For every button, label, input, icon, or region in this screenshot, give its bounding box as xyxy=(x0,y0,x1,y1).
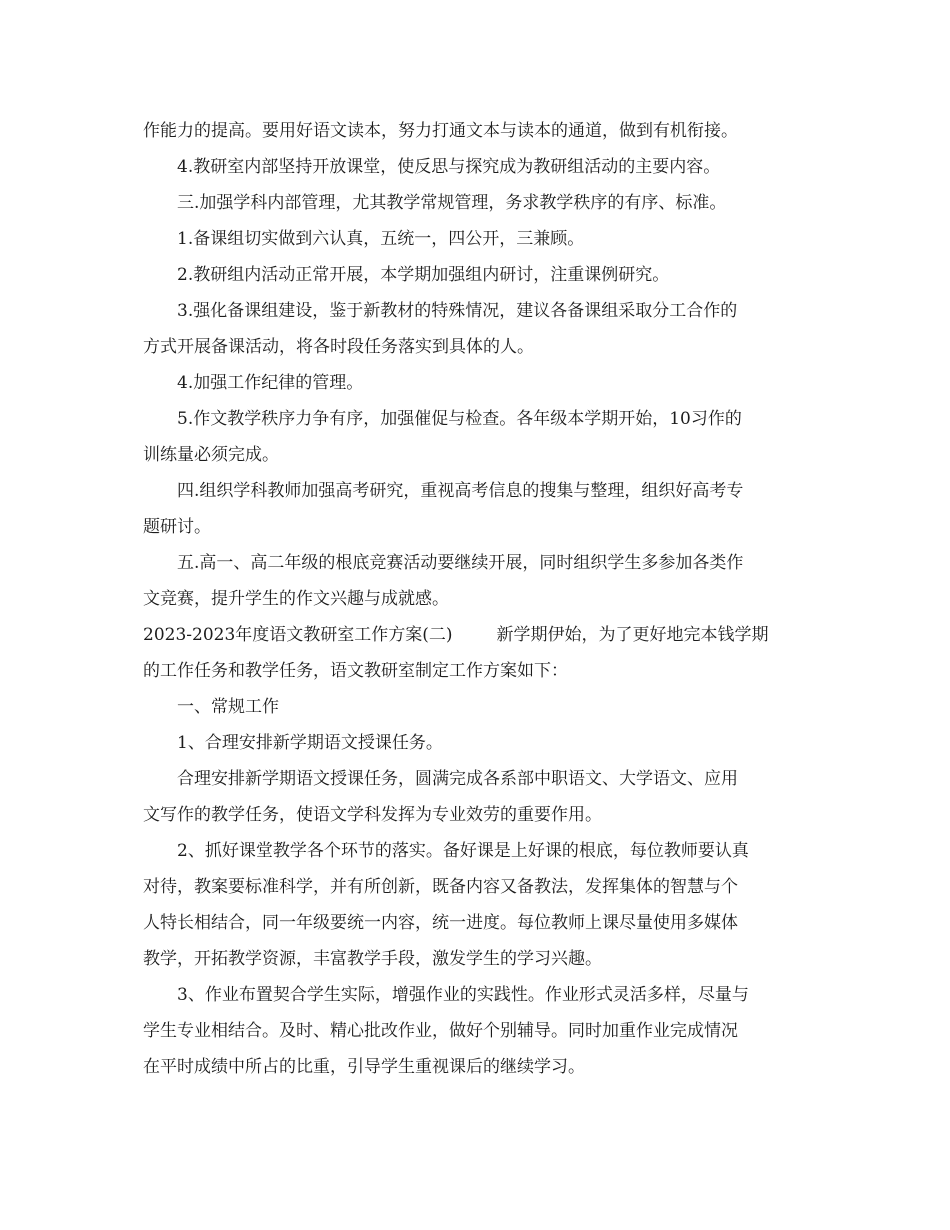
text-line: 1.备课组切实做到六认真，五统一，四公开，三兼顾。 xyxy=(177,229,585,249)
text-line: 新学期伊始，为了更好地完本钱学期 xyxy=(496,625,769,645)
section-heading: 三.加强学科内部管理，尤其教学常规管理，务求教学秩序的有序、标准。 xyxy=(177,193,727,213)
text-line: 文写作的教学任务，使语文学科发挥为专业效劳的重要作用。 xyxy=(143,805,602,825)
text-line: 对待，教案要标准科学，并有所创新，既备内容又备教法，发挥集体的智慧与个 xyxy=(143,877,738,897)
text-line: 3.强化备课组建设，鉴于新教材的特殊情况，建议各备课组采取分工合作的 xyxy=(177,301,738,321)
document-body xyxy=(143,113,813,1085)
text-line: 2.教研组内活动正常开展，本学期加强组内研讨，注重课例研究。 xyxy=(177,265,670,285)
text-line: 3、作业布置契合学生实际，增强作业的实践性。作业形式灵活多样，尽量与 xyxy=(177,985,749,1005)
section-heading: 一、常规工作 xyxy=(177,697,279,717)
text-line: 在平时成绩中所占的比重，引导学生重视课后的继续学习。 xyxy=(143,1057,585,1077)
text-line: 1、合理安排新学期语文授课任务。 xyxy=(177,733,443,753)
document-title-line xyxy=(143,617,813,653)
text-line: 学生专业相结合。及时、精心批改作业，做好个别辅导。同时加重作业完成情况 xyxy=(143,1021,738,1041)
text-line: 合理安排新学期语文授课任务，圆满完成各系部中职语文、大学语文、应用 xyxy=(177,769,738,789)
section-heading: 四.组织学科教师加强高考研究，重视高考信息的搜集与整理，组织好高考专 xyxy=(177,481,744,501)
text-line: 教学，开拓教学资源，丰富教学手段，激发学生的学习兴趣。 xyxy=(143,949,602,969)
text-line: 人特长相结合，同一年级要统一内容，统一进度。每位教师上课尽量使用多媒体 xyxy=(143,913,738,933)
text-line: 的工作任务和教学任务，语文教研室制定工作方案如下： xyxy=(143,661,568,681)
text-line: 题研讨。 xyxy=(143,517,211,537)
text-line: 方式开展备课活动，将各时段任务落实到具体的人。 xyxy=(143,337,534,357)
text-line: 文竞赛，提升学生的作文兴趣与成就感。 xyxy=(143,589,449,609)
text-line: 4.教研室内部坚持开放课堂，使反思与探究成为教研组活动的主要内容。 xyxy=(177,157,721,177)
text-line: 作能力的提高。要用好语文读本，努力打通文本与读本的通道，做到有机衔接。 xyxy=(143,121,738,141)
section-heading: 五.高一、高二年级的根底竞赛活动要继续开展，同时组织学生多参加各类作 xyxy=(177,553,744,573)
text-line: 训练量必须完成。 xyxy=(143,445,279,465)
text-line: 4.加强工作纪律的管理。 xyxy=(177,373,364,393)
text-line: 5.作文教学秩序力争有序，加强催促与检查。各年级本学期开始，10习作的 xyxy=(177,409,742,429)
document-title: 2023-2023年度语文教研室工作方案(二) xyxy=(143,625,453,645)
text-line: 2、抓好课堂教学各个环节的落实。备好课是上好课的根底，每位教师要认真 xyxy=(177,841,749,861)
